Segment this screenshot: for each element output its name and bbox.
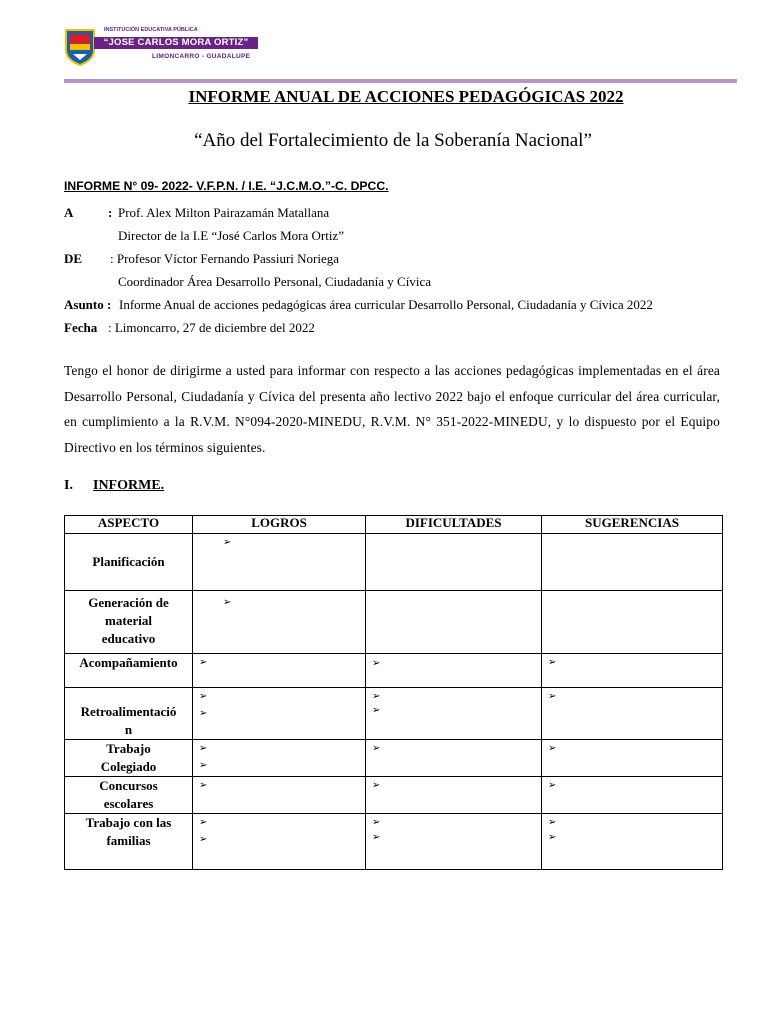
sugerencias-cell — [542, 777, 723, 814]
dificultades-cell — [366, 654, 542, 688]
bullet-arrow-icon: ➢ — [372, 817, 381, 828]
table-row — [65, 688, 723, 740]
bullet-arrow-icon: ➢ — [199, 691, 208, 702]
bullet-arrow-icon: ➢ — [199, 817, 208, 828]
bullet-arrow-icon: ➢ — [199, 708, 208, 719]
table-row — [65, 740, 723, 777]
aspect-cell — [65, 688, 193, 740]
bullet-arrow-icon: ➢ — [372, 705, 381, 716]
aspect-label: Planificación — [92, 554, 165, 569]
dificultades-cell — [366, 688, 542, 740]
aspect-label: Acompañamiento — [79, 655, 178, 670]
header-divider — [64, 79, 737, 83]
memo-subject-label: Asunto : — [64, 297, 112, 312]
aspect-cell — [65, 591, 193, 654]
memo-to-name: Prof. Alex Milton Pairazamán Matallana — [118, 205, 330, 220]
bullet-arrow-icon: ➢ — [548, 691, 557, 702]
body-paragraph: Tengo el honor de dirigirme a usted para informar con respecto a las acciones pedagógicas implementadas en el área Desarrollo Personal, Ciudadanía y Cívica del presenta año lectivo 2022 bajo el enfoque curricular del área curricular, en cumplimiento a la R.V.M. N°094-2020-MINEDU, R.V.M. N° 351-2022-MINEDU, y lo dispuesto por el Equipo Directivo en los términos siguientes. — [64, 363, 720, 455]
aspect-label: Retroalimentació — [80, 704, 177, 719]
school-name-banner: “JOSE CARLOS MORA ORTIZ” — [94, 37, 258, 49]
memo-to-label: A — [64, 205, 74, 220]
header-aspecto: ASPECTO — [65, 516, 193, 534]
aspect-cell — [65, 777, 193, 814]
memo-from-role: Coordinador Área Desarrollo Personal, Ciudadanía y Cívica — [118, 274, 431, 289]
logros-cell — [193, 740, 366, 777]
section-title: INFORME. — [93, 478, 165, 493]
bullet-arrow-icon: ➢ — [199, 760, 208, 771]
sugerencias-cell — [542, 814, 723, 870]
logros-cell — [193, 688, 366, 740]
dificultades-cell — [366, 777, 542, 814]
table-row — [65, 534, 723, 591]
sugerencias-cell — [542, 688, 723, 740]
school-seal-icon — [64, 26, 96, 66]
dificultades-cell — [366, 740, 542, 777]
logros-cell — [193, 534, 366, 591]
bullet-arrow-icon: ➢ — [548, 780, 557, 791]
bullet-arrow-icon: ➢ — [223, 597, 232, 608]
school-header — [64, 26, 264, 66]
memo-subject-value: Informe Anual de acciones pedagógicas área curricular Desarrollo Personal, Ciudadanía y Cívica 2022 — [119, 297, 653, 312]
report-reference: INFORME N° 09- 2022- V.F.P.N. / I.E. “J.C.M.O.”-C. DPCC. — [64, 179, 389, 193]
header-logros: LOGROS — [193, 516, 366, 534]
memo-to-role: Director de la I.E “José Carlos Mora Ortiz” — [118, 228, 344, 243]
school-location: LIMONCARRO - GUADALUPE — [152, 53, 251, 60]
bullet-arrow-icon: ➢ — [199, 657, 208, 668]
aspect-label: escolares — [103, 796, 154, 811]
logros-cell — [193, 814, 366, 870]
aspect-label: familias — [106, 833, 151, 848]
aspect-cell — [65, 740, 193, 777]
aspect-label: Trabajo — [106, 741, 151, 756]
aspect-label: n — [124, 722, 133, 737]
header-sugerencias: SUGERENCIAS — [542, 516, 723, 534]
bullet-arrow-icon: ➢ — [548, 657, 557, 668]
memo-to-colon: : — [108, 205, 113, 220]
bullet-arrow-icon: ➢ — [372, 743, 381, 754]
dificultades-cell — [366, 591, 542, 654]
table-row — [65, 777, 723, 814]
memo-from-name: : Profesor Víctor Fernando Passiuri Noriega — [110, 251, 340, 266]
bullet-arrow-icon: ➢ — [548, 743, 557, 754]
bullet-arrow-icon: ➢ — [548, 832, 557, 843]
logros-cell — [193, 777, 366, 814]
sugerencias-cell — [542, 591, 723, 654]
section-number: I. — [64, 478, 73, 493]
year-motto: “Año del Fortalecimiento de la Soberanía Nacional” — [194, 130, 592, 151]
school-type: INSTITUCIÓN EDUCATIVA PÚBLICA — [104, 27, 198, 33]
bullet-arrow-icon: ➢ — [199, 780, 208, 791]
bullet-arrow-icon: ➢ — [548, 817, 557, 828]
dificultades-cell — [366, 814, 542, 870]
table-row — [65, 654, 723, 688]
report-table — [64, 515, 723, 870]
aspect-label: Trabajo con las — [85, 815, 172, 830]
report-title: INFORME ANUAL DE ACCIONES PEDAGÓGICAS 2022 — [188, 87, 624, 106]
bullet-arrow-icon: ➢ — [372, 691, 381, 702]
memo-from-label: DE — [64, 251, 83, 266]
table-row — [65, 591, 723, 654]
memo-date-value: : Limoncarro, 27 de diciembre del 2022 — [108, 320, 315, 335]
aspect-label: Concursos — [99, 778, 158, 793]
bullet-arrow-icon: ➢ — [199, 834, 208, 845]
aspect-cell — [65, 654, 193, 688]
aspect-label: educativo — [101, 631, 156, 646]
table-row — [65, 814, 723, 870]
aspect-label: Colegiado — [100, 759, 157, 774]
bullet-arrow-icon: ➢ — [372, 780, 381, 791]
aspect-label: material — [105, 613, 152, 628]
bullet-arrow-icon: ➢ — [199, 743, 208, 754]
sugerencias-cell — [542, 654, 723, 688]
bullet-arrow-icon: ➢ — [372, 658, 381, 669]
bullet-arrow-icon: ➢ — [372, 832, 381, 843]
logros-cell — [193, 591, 366, 654]
aspect-cell — [65, 814, 193, 870]
dificultades-cell — [366, 534, 542, 591]
sugerencias-cell — [542, 534, 723, 591]
sugerencias-cell — [542, 740, 723, 777]
aspect-label: Generación de — [88, 595, 169, 610]
bullet-arrow-icon: ➢ — [223, 537, 232, 548]
memo-date-label: Fecha — [64, 320, 98, 335]
header-dificultades: DIFICULTADES — [366, 516, 542, 534]
logros-cell — [193, 654, 366, 688]
aspect-cell — [65, 534, 193, 591]
